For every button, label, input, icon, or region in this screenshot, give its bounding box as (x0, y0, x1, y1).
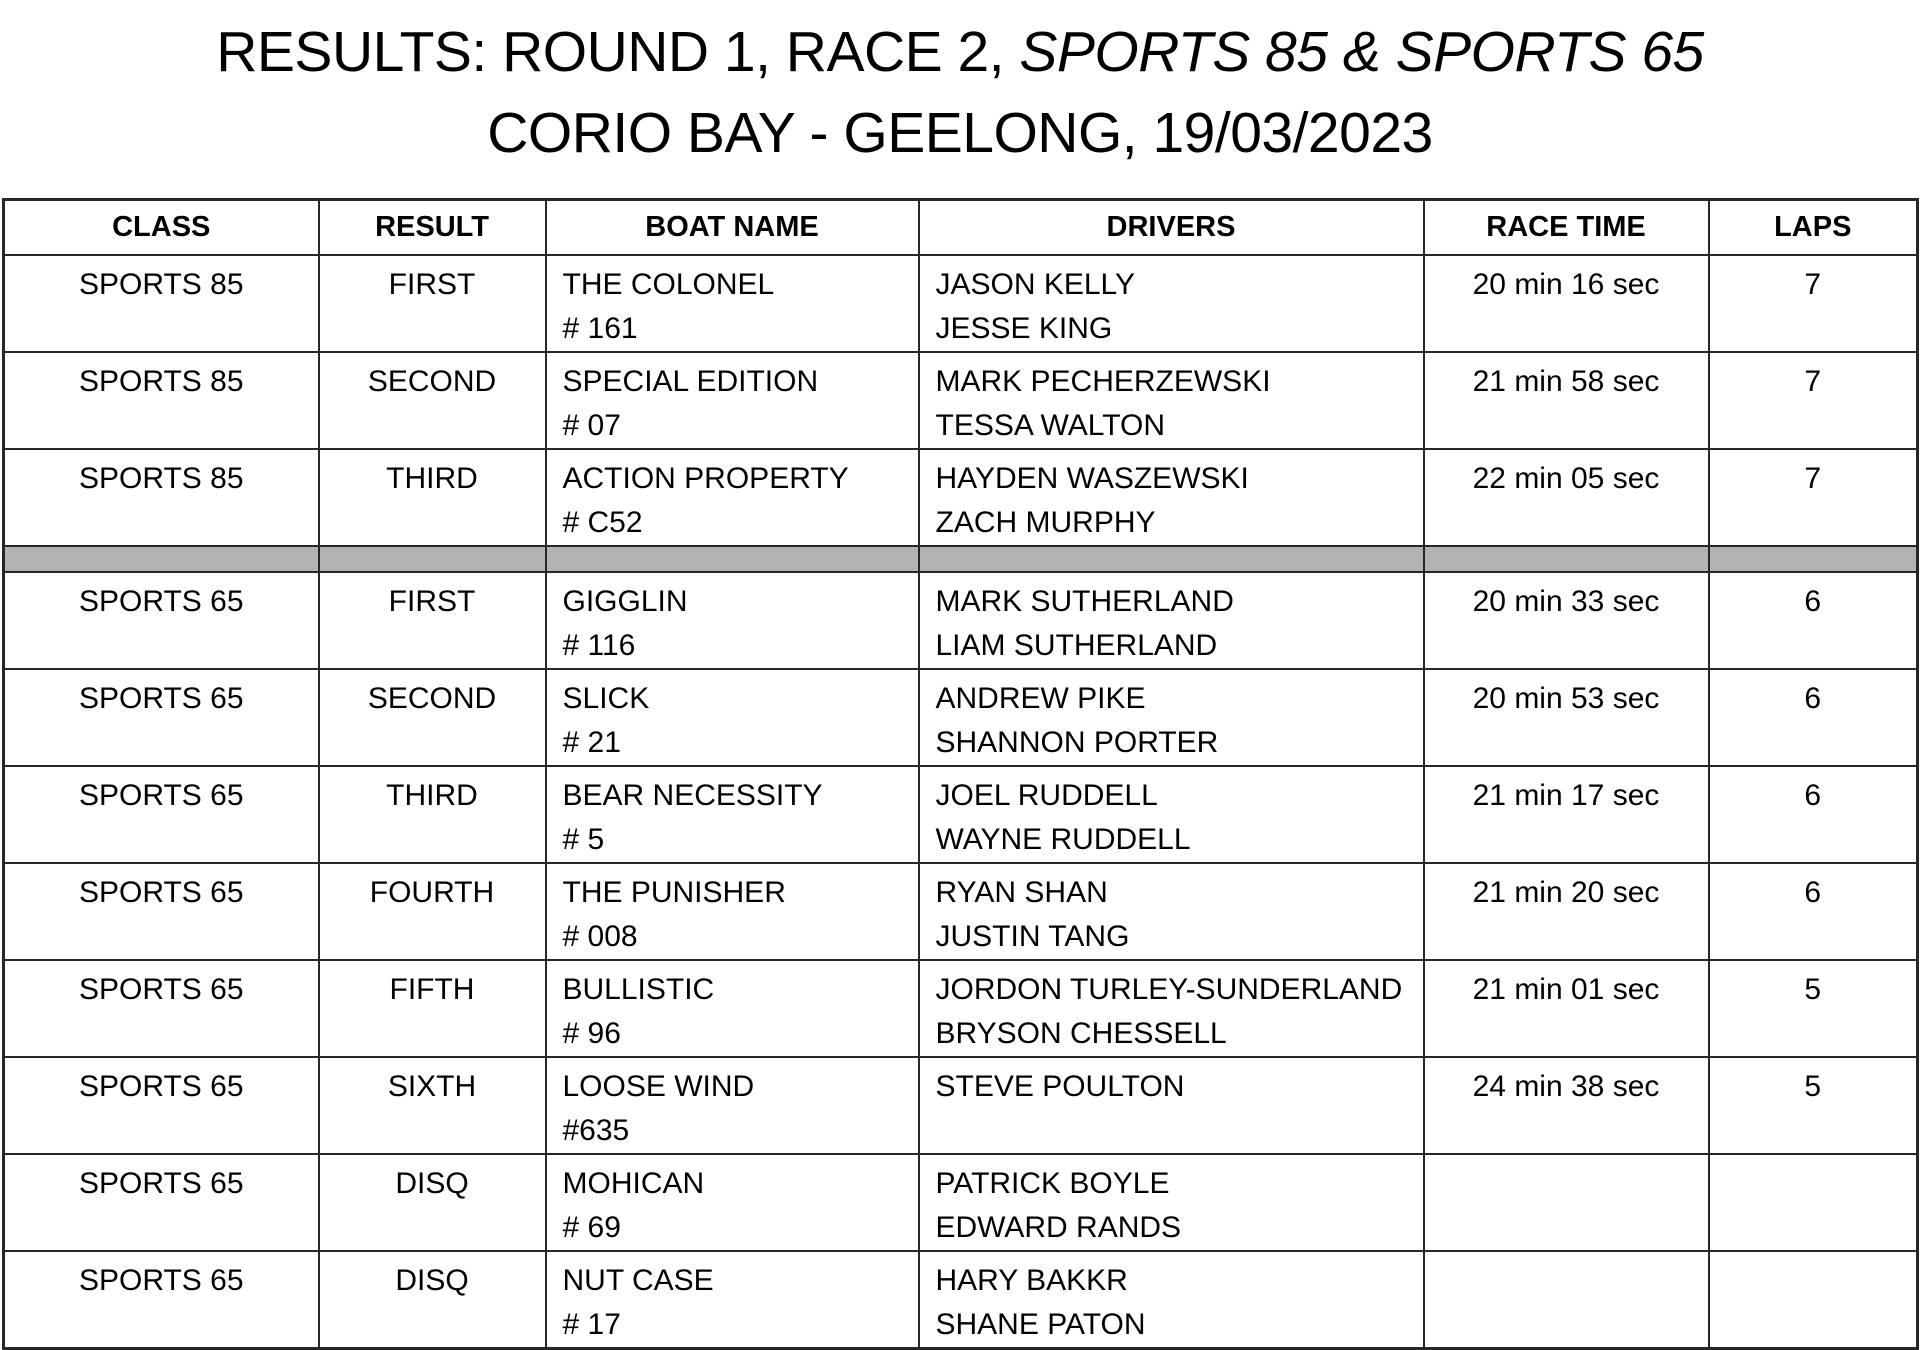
class-cell (4, 960, 319, 1057)
race-time-cell (1424, 255, 1709, 352)
result-value: DISQ (395, 1167, 469, 1200)
result-cell (319, 960, 546, 1057)
laps-value: 6 (1804, 682, 1822, 715)
result-value: FIFTH (389, 973, 475, 1006)
driver-2: LIAM SUTHERLAND (935, 629, 1218, 662)
table-row (4, 572, 1918, 669)
laps-value: 6 (1804, 585, 1822, 618)
race-time-cell (1424, 572, 1709, 669)
laps-value: 5 (1804, 1070, 1822, 1103)
race-time-cell (1424, 863, 1709, 960)
driver-2: JUSTIN TANG (935, 920, 1130, 953)
boat-number: # 96 (562, 1017, 621, 1050)
column-header-class: CLASS (4, 200, 319, 256)
driver-2: SHANNON PORTER (935, 726, 1219, 759)
divider-cell (1424, 546, 1709, 572)
laps-value (1710, 1155, 1917, 1206)
result-cell (319, 863, 546, 960)
boat-name: ACTION PROPERTY (562, 462, 849, 495)
result-value: DISQ (395, 1264, 469, 1297)
header-row (4, 200, 1918, 256)
boat-number: # 69 (562, 1211, 621, 1244)
driver-2 (920, 1109, 1423, 1153)
driver-1: HAYDEN WASZEWSKI (935, 462, 1249, 495)
result-value: FIRST (388, 585, 476, 618)
race-time-cell (1424, 449, 1709, 546)
boat-name: THE COLONEL (562, 268, 775, 301)
laps-value: 7 (1804, 268, 1822, 301)
driver-2: ZACH MURPHY (935, 506, 1156, 539)
driver-1: ANDREW PIKE (935, 682, 1146, 715)
boat-cell (546, 255, 919, 352)
title-classes-label: SPORTS 85 & SPORTS 65 (1019, 20, 1704, 84)
table-row (4, 960, 1918, 1057)
race-time-value: 21 min 17 sec (1472, 779, 1660, 812)
result-value: SIXTH (387, 1070, 477, 1103)
drivers-cell (919, 960, 1424, 1057)
boat-number: # 008 (562, 920, 638, 953)
boat-number: # 21 (562, 726, 621, 759)
laps-cell (1709, 1057, 1918, 1154)
boat-name: LOOSE WIND (562, 1070, 755, 1103)
boat-cell (546, 669, 919, 766)
result-cell (319, 255, 546, 352)
boat-name: SPECIAL EDITION (562, 365, 819, 398)
boat-cell (546, 572, 919, 669)
class-value: SPORTS 65 (78, 973, 244, 1006)
drivers-cell (919, 863, 1424, 960)
result-cell (319, 1154, 546, 1251)
driver-1: PATRICK BOYLE (935, 1167, 1170, 1200)
class-cell (4, 1154, 319, 1251)
boat-cell (546, 1251, 919, 1349)
race-time-value (1425, 1252, 1708, 1303)
race-time-value: 21 min 58 sec (1472, 365, 1660, 398)
driver-2: JESSE KING (935, 312, 1113, 345)
boat-cell (546, 960, 919, 1057)
result-cell (319, 1251, 546, 1349)
table-row (4, 1251, 1918, 1349)
result-value: THIRD (386, 462, 478, 495)
result-cell (319, 1057, 546, 1154)
driver-1: JOEL RUDDELL (935, 779, 1158, 812)
laps-cell (1709, 255, 1918, 352)
race-time-cell (1424, 766, 1709, 863)
race-time-value: 21 min 01 sec (1472, 973, 1660, 1006)
divider-cell (4, 546, 319, 572)
drivers-cell (919, 352, 1424, 449)
divider-cell (919, 546, 1424, 572)
boat-cell (546, 1057, 919, 1154)
driver-1: JASON KELLY (935, 268, 1136, 301)
laps-cell (1709, 352, 1918, 449)
class-value: SPORTS 65 (78, 876, 244, 909)
class-value: SPORTS 85 (78, 268, 244, 301)
boat-number: #635 (562, 1114, 630, 1147)
drivers-cell (919, 1057, 1424, 1154)
result-value: SECOND (367, 365, 497, 398)
title-line-1 (0, 12, 1920, 93)
table-row (4, 766, 1918, 863)
driver-2: SHANE PATON (935, 1308, 1146, 1341)
table-row (4, 863, 1918, 960)
class-value: SPORTS 65 (78, 1070, 244, 1103)
column-header-result: RESULT (319, 200, 546, 256)
race-time-cell (1424, 1057, 1709, 1154)
divider-cell (1709, 546, 1918, 572)
divider-row (4, 546, 1918, 572)
class-value: SPORTS 65 (78, 1167, 244, 1200)
table-row (4, 669, 1918, 766)
class-value: SPORTS 65 (78, 585, 244, 618)
divider-cell (546, 546, 919, 572)
boat-name: MOHICAN (562, 1167, 705, 1200)
driver-1: STEVE POULTON (935, 1070, 1185, 1103)
boat-name: SLICK (562, 682, 650, 715)
race-time-value: 21 min 20 sec (1472, 876, 1660, 909)
race-time-value: 20 min 33 sec (1472, 585, 1660, 618)
result-value: FOURTH (369, 876, 495, 909)
laps-value: 7 (1804, 462, 1822, 495)
laps-cell (1709, 449, 1918, 546)
driver-2: EDWARD RANDS (935, 1211, 1182, 1244)
race-time-value: 24 min 38 sec (1472, 1070, 1660, 1103)
table-row (4, 255, 1918, 352)
boat-cell (546, 1154, 919, 1251)
race-time-value: 22 min 05 sec (1472, 462, 1660, 495)
race-time-cell (1424, 960, 1709, 1057)
column-header-drivers: DRIVERS (919, 200, 1424, 256)
boat-name: BULLISTIC (562, 973, 715, 1006)
class-cell (4, 863, 319, 960)
class-cell (4, 766, 319, 863)
laps-value: 7 (1804, 365, 1822, 398)
drivers-cell (919, 572, 1424, 669)
boat-number: # 161 (562, 312, 638, 345)
laps-cell (1709, 960, 1918, 1057)
driver-2: TESSA WALTON (935, 409, 1165, 442)
class-cell (4, 255, 319, 352)
boat-number: # 5 (562, 823, 605, 856)
race-time-cell (1424, 669, 1709, 766)
result-cell (319, 572, 546, 669)
laps-cell (1709, 1251, 1918, 1349)
class-cell (4, 669, 319, 766)
class-cell (4, 1251, 319, 1349)
result-cell (319, 352, 546, 449)
drivers-cell (919, 669, 1424, 766)
title-line-2: CORIO BAY - GEELONG, 19/03/2023 (487, 101, 1433, 165)
result-cell (319, 766, 546, 863)
class-cell (4, 352, 319, 449)
boat-name: GIGGLIN (562, 585, 688, 618)
drivers-cell (919, 766, 1424, 863)
race-time-value (1425, 1155, 1708, 1206)
boat-number: # 17 (562, 1308, 621, 1341)
boat-number: # 07 (562, 409, 621, 442)
drivers-cell (919, 1251, 1424, 1349)
class-cell (4, 449, 319, 546)
class-cell (4, 1057, 319, 1154)
divider-cell (319, 546, 546, 572)
drivers-cell (919, 255, 1424, 352)
class-cell (4, 572, 319, 669)
laps-value: 6 (1804, 779, 1822, 812)
column-header-laps: LAPS (1709, 200, 1918, 256)
laps-cell (1709, 1154, 1918, 1251)
laps-value: 6 (1804, 876, 1822, 909)
driver-1: MARK SUTHERLAND (935, 585, 1234, 618)
table-row (4, 449, 1918, 546)
class-value: SPORTS 65 (78, 682, 244, 715)
boat-number: # C52 (562, 506, 643, 539)
laps-cell (1709, 863, 1918, 960)
laps-cell (1709, 669, 1918, 766)
class-value: SPORTS 85 (78, 365, 244, 398)
result-value: FIRST (388, 268, 476, 301)
result-cell (319, 669, 546, 766)
race-time-value: 20 min 16 sec (1472, 268, 1660, 301)
race-time-cell (1424, 1154, 1709, 1251)
driver-2: BRYSON CHESSELL (935, 1017, 1227, 1050)
boat-name: THE PUNISHER (562, 876, 786, 909)
table-row (4, 1057, 1918, 1154)
race-time-cell (1424, 352, 1709, 449)
table-row (4, 1154, 1918, 1251)
result-value: SECOND (367, 682, 497, 715)
driver-1: RYAN SHAN (935, 876, 1108, 909)
race-time-value: 20 min 53 sec (1472, 682, 1660, 715)
laps-value (1710, 1252, 1917, 1303)
laps-value: 5 (1804, 973, 1822, 1006)
boat-cell (546, 449, 919, 546)
boat-name: BEAR NECESSITY (562, 779, 823, 812)
drivers-cell (919, 1154, 1424, 1251)
laps-cell (1709, 766, 1918, 863)
results-table (2, 198, 1919, 1350)
driver-1: HARY BAKKR (935, 1264, 1128, 1297)
laps-cell (1709, 572, 1918, 669)
boat-name: NUT CASE (562, 1264, 714, 1297)
title-race-label: RESULTS: ROUND 1, RACE 2, (216, 20, 1020, 84)
class-value: SPORTS 65 (78, 1264, 244, 1297)
driver-1: MARK PECHERZEWSKI (935, 365, 1271, 398)
table-row (4, 352, 1918, 449)
boat-number: # 116 (562, 629, 636, 662)
page-title (0, 0, 1920, 174)
boat-cell (546, 863, 919, 960)
column-header-boat-name: BOAT NAME (546, 200, 919, 256)
class-value: SPORTS 65 (78, 779, 244, 812)
column-header-race-time: RACE TIME (1424, 200, 1709, 256)
boat-cell (546, 766, 919, 863)
driver-2: WAYNE RUDDELL (935, 823, 1191, 856)
race-time-cell (1424, 1251, 1709, 1349)
drivers-cell (919, 449, 1424, 546)
boat-cell (546, 352, 919, 449)
class-value: SPORTS 85 (78, 462, 244, 495)
driver-1: JORDON TURLEY-SUNDERLAND (935, 973, 1403, 1006)
result-value: THIRD (386, 779, 478, 812)
result-cell (319, 449, 546, 546)
